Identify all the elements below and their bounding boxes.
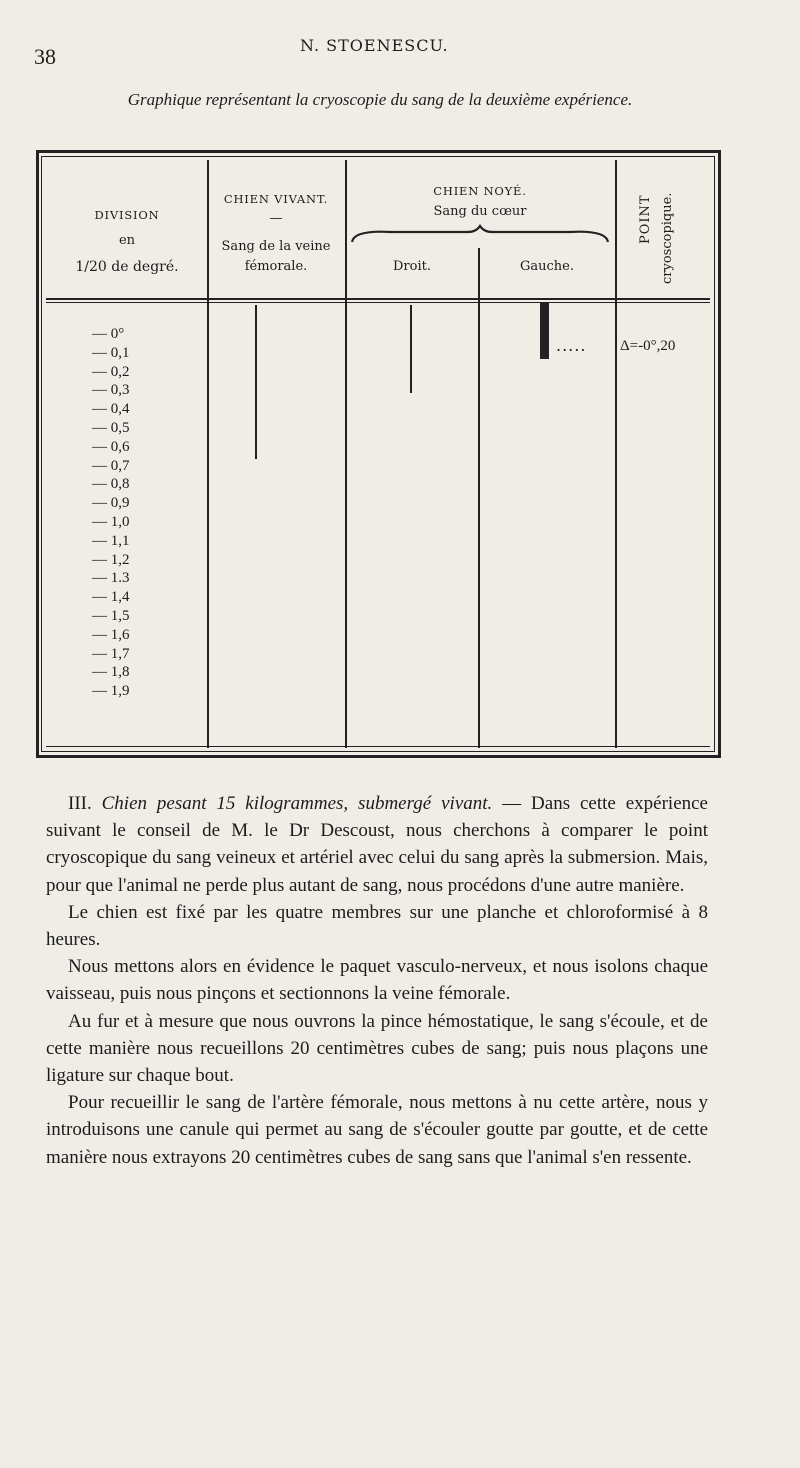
paragraph: III. Chien pesant 15 kilogrammes, submergé vivant. — Dans cette expérience suivant le conseil de M. le Dr Descoust, nous cherchons à comparer le point cryoscopique du sang veineux et artériel avec celui du sang après la submersion. Mais, pour que l'animal ne perde plus autant de sang, nous procédons d'une autre manière. <box>46 793 708 896</box>
header-vivant-line1: Sang de la veine <box>221 239 331 254</box>
bar-gauche <box>540 303 549 359</box>
scale-tick: — 1,9 <box>92 683 130 700</box>
header-vivant-title: CHIEN VIVANT. <box>223 192 329 206</box>
scale-tick: — 0° <box>92 326 125 342</box>
running-head: N. STOENESCU. <box>300 36 449 55</box>
body-text <box>46 790 708 1171</box>
scale-tick: — 1,7 <box>92 645 130 662</box>
scale-tick: — 0,2 <box>92 363 130 380</box>
footer-rule <box>46 746 710 747</box>
paragraph: Le chien est fixé par les quatre membres sur une planche et chloroformisé à 8 heures. <box>46 901 708 951</box>
header-division: DIVISION <box>94 208 160 222</box>
col-divider-2 <box>345 160 347 748</box>
scale-tick: — 1,6 <box>92 626 130 643</box>
header-division-unit: 1/20 de degré. <box>75 259 179 275</box>
scale-tick: — 0,5 <box>92 419 130 436</box>
scale-tick: — 1,4 <box>92 589 130 606</box>
scale-tick: — 1,0 <box>92 513 130 530</box>
scale-tick: — 1,1 <box>92 532 130 549</box>
scale-tick: — 0,6 <box>92 438 130 455</box>
header-droit: Droit. <box>393 259 431 274</box>
leader-dots: ..... <box>556 336 587 355</box>
scale-tick: — 1,5 <box>92 607 130 624</box>
bar-vivant <box>255 305 257 459</box>
header-gauche: Gauche. <box>520 259 574 274</box>
header-rule <box>46 298 710 300</box>
header-noye-title: CHIEN NOYÉ. <box>433 184 527 198</box>
scale-tick: — 0,3 <box>92 382 130 399</box>
page-number: 38 <box>34 44 56 69</box>
cryoscopic-result: Δ=-0°,20 <box>620 338 676 354</box>
degree-scale <box>92 325 192 701</box>
scale-tick: — 0,4 <box>92 401 130 418</box>
header-division-en: en <box>118 233 136 248</box>
header-vivant-line2: fémorale. <box>244 259 308 274</box>
scale-tick: — 0,8 <box>92 476 130 493</box>
scale-tick: — 0,7 <box>92 457 130 474</box>
scale-tick: — 0,9 <box>92 495 130 512</box>
paragraph: Pour recueillir le sang de l'artère fémorale, nous mettons à nu cette artère, nous y introduisons une canule qui permet au sang de s'écouler goutte par goutte, et de cette manière nous extrayons 20 centimètres cubes de sang sans que l'animal s'en ressente. <box>46 1092 708 1168</box>
scale-tick: — 1.3 <box>92 570 130 587</box>
scale-tick: — 0,1 <box>92 344 130 361</box>
scale-tick: — 1,8 <box>92 664 130 681</box>
col-divider-3 <box>478 248 480 748</box>
header-noye-subtitle: Sang du cœur <box>433 204 527 219</box>
header-vivant-dash: — <box>269 211 283 226</box>
scale-tick: — 1,2 <box>92 551 130 568</box>
paragraph: Nous mettons alors en évidence le paquet vasculo-nerveux, et nous isolons chaque vaisseau, puis nous pinçons et sectionnons la veine fémorale. <box>46 956 708 1005</box>
paragraph: Au fur et à mesure que nous ouvrons la pince hémostatique, le sang s'écoule, et de cette manière nous recueillons 20 centimètres cubes de sang; puis nous plaçons une ligature sur chaque bout. <box>46 1010 708 1087</box>
figure-caption: Graphique représentant la cryoscopie du sang de la deuxième expérience. <box>127 90 633 109</box>
header-rule-2 <box>46 302 710 303</box>
col-divider-4 <box>615 160 617 748</box>
bar-droit <box>410 305 412 393</box>
header-point: POINT cryoscopique. <box>638 192 675 284</box>
brace-icon <box>350 224 610 246</box>
